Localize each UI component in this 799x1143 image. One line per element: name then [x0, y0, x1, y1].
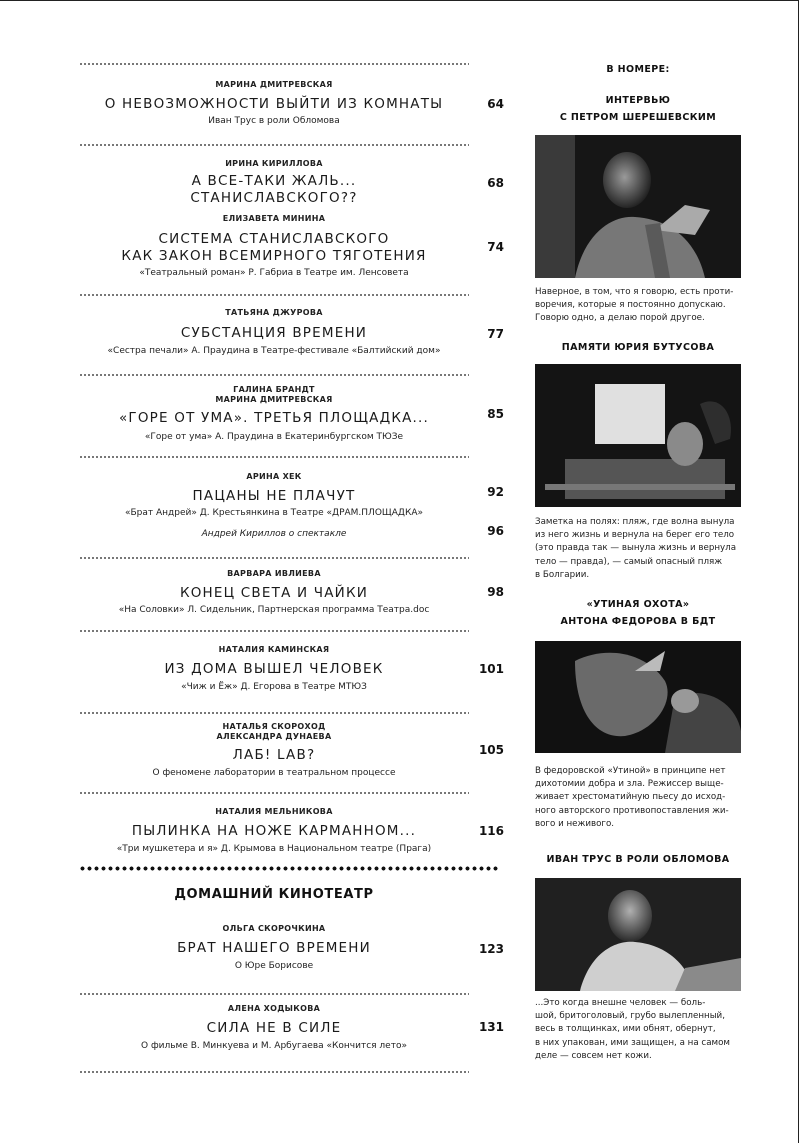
sidebar-caption [535, 997, 743, 1063]
entry-subtitle: «Чиж и Ёж» Д. Егорова в Театре МТЮЗ [181, 682, 367, 692]
entry-author: ОЛЬГА СКОРОЧКИНА [222, 924, 326, 933]
entry-title: КОНЕЦ СВЕТА И ЧАЙКИ [179, 585, 369, 601]
sidebar-caption [535, 516, 743, 582]
stage-photo-image [535, 878, 741, 991]
entry-author: ТАТЬЯНА ДЖУРОВА [225, 308, 323, 317]
caption-line: Заметка на полях: пляж, где волна вынула [535, 517, 735, 527]
page-number: 131 [478, 1020, 504, 1034]
entry-title: СИСТЕМА СТАНИСЛАВСКОГО [158, 231, 390, 247]
caption-line: весь в толщинках, ими обнят, обернут, [535, 1024, 716, 1035]
portrait-photo-image [535, 135, 741, 278]
caption-line: шой, бритоголовый, грубо вылепленный, [535, 1011, 725, 1022]
entry-title: «ГОРЕ ОТ УМА». ТРЕТЬЯ ПЛОЩАДКА... [118, 410, 430, 426]
portrait-photo [535, 364, 741, 507]
caption-line: (это правда так — вынула жизнь и вернула [535, 543, 737, 554]
stage-photo [535, 641, 741, 753]
entry-author: АЛЕКСАНДРА ДУНАЕВА [216, 732, 332, 741]
caption-line: деле — совсем нет кожи. [535, 1050, 652, 1061]
dotted-divider [79, 63, 469, 65]
caption-line: воречия, которые я постоянно допускаю. [535, 300, 726, 311]
entry-author: ЕЛИЗАВЕТА МИНИНА [222, 214, 326, 223]
caption-line: в них упакован, ими защищен, а на самом [535, 1037, 730, 1048]
entry-subtitle: О Юре Борисове [234, 961, 314, 971]
dotted-divider [79, 993, 469, 995]
entry-title: СТАНИСЛАВСКОГО?? [190, 190, 358, 206]
page-number: 96 [487, 524, 504, 538]
entry-author: АРИНА ХЕК [246, 472, 302, 481]
entry-title: ЛАБ! LAB? [232, 747, 316, 763]
sidebar-heading: «УТИНАЯ ОХОТА» [586, 599, 690, 610]
caption-line: Наверное, в том, что я говорю, есть проти- [535, 287, 734, 297]
sidebar-heading: ИВАН ТРУС В РОЛИ ОБЛОМОВА [546, 854, 730, 865]
dotted-divider [79, 456, 469, 458]
sidebar-header: В НОМЕРЕ: [606, 64, 670, 75]
caption-line: Говорю одно, а делаю порой другое. [535, 313, 705, 324]
entry-author: МАРИНА ДМИТРЕВСКАЯ [215, 395, 333, 404]
entry-author: НАТАЛИЯ КАМИНСКАЯ [218, 645, 330, 654]
portrait-photo-image [535, 364, 741, 507]
entry-subtitle: О фильме В. Минкуева и М. Арбугаева «Кончится лето» [141, 1041, 407, 1051]
entry-subtitle: «Три мушкетера и я» Д. Крымова в Национальном театре (Прага) [116, 844, 432, 854]
page-number: 123 [478, 942, 504, 956]
caption-line: В федоровской «Утиной» в принципе нет [535, 766, 726, 776]
sidebar-heading: ИНТЕРВЬЮ [605, 95, 671, 106]
entry-author: ВАРВАРА ИВЛИЕВА [227, 569, 321, 578]
sidebar-heading: АНТОНА ФЕДОРОВА В БДТ [560, 616, 716, 627]
dotted-divider [79, 1071, 469, 1073]
top-border [0, 0, 799, 1]
page-number: 74 [487, 240, 504, 254]
entry-note: Андрей Кириллов о спектакле [201, 529, 347, 539]
dotted-divider [79, 294, 469, 296]
entry-subtitle: О феномене лаборатории в театральном процессе [152, 768, 396, 778]
dotted-divider [79, 712, 469, 714]
dotted-divider [79, 557, 469, 559]
entry-subtitle: «Театральный роман» Р. Габриа в Театре им. Ленсовета [139, 268, 409, 278]
caption-line: тело — правда), — самый опасный пляж [535, 556, 723, 567]
caption-line: в Болгарии. [535, 569, 590, 580]
page-number: 116 [478, 824, 504, 838]
page-number: 98 [487, 585, 504, 599]
portrait-photo [535, 135, 741, 278]
entry-subtitle: Иван Трус в роли Обломова [208, 116, 340, 126]
page-number: 68 [487, 176, 504, 190]
section-divider [79, 866, 499, 871]
stage-photo [535, 878, 741, 991]
page-number: 64 [487, 97, 504, 111]
entry-title: КАК ЗАКОН ВСЕМИРНОГО ТЯГОТЕНИЯ [121, 248, 427, 264]
entry-title: СИЛА НЕ В СИЛЕ [206, 1020, 342, 1036]
section-title: ДОМАШНИЙ КИНОТЕАТР [174, 887, 374, 902]
sidebar-caption [535, 286, 743, 326]
caption-line: живает хрестоматийную пьесу до исход- [535, 792, 726, 803]
caption-line: дихотомии добра и зла. Режиссер выще- [535, 779, 724, 790]
entry-title: ПЫЛИНКА НА НОЖЕ КАРМАННОМ... [131, 823, 417, 839]
entry-title: А ВСЕ-ТАКИ ЖАЛЬ... [191, 173, 357, 189]
page-number: 105 [478, 743, 504, 757]
caption-line: из него жизнь и вернула на берег его тело [535, 530, 735, 541]
page-number: 92 [487, 485, 504, 499]
entry-subtitle: «Брат Андрей» Д. Крестьянкина в Театре «ДРАМ.ПЛОЩАДКА» [125, 508, 423, 518]
caption-line: ного авторского противопоставления жи- [535, 805, 729, 816]
entry-title: ПАЦАНЫ НЕ ПЛАЧУТ [192, 488, 356, 504]
entry-subtitle: «Сестра печали» А. Праудина в Театре-фестивале «Балтийский дом» [107, 346, 441, 356]
entry-title: О НЕВОЗМОЖНОСТИ ВЫЙТИ ИЗ КОМНАТЫ [104, 96, 444, 112]
entry-title: СУБСТАНЦИЯ ВРЕМЕНИ [180, 325, 368, 341]
page-number: 101 [478, 662, 504, 676]
entry-author: АЛЕНА ХОДЫКОВА [227, 1004, 321, 1013]
entry-title: ИЗ ДОМА ВЫШЕЛ ЧЕЛОВЕК [164, 661, 384, 677]
entry-title: БРАТ НАШЕГО ВРЕМЕНИ [177, 940, 371, 956]
sidebar-caption [535, 765, 743, 831]
entry-subtitle: «Горе от ума» А. Праудина в Екатеринбургском ТЮЗе [144, 432, 404, 442]
page-number: 85 [487, 407, 504, 421]
entry-author: НАТАЛИЯ МЕЛЬНИКОВА [215, 807, 333, 816]
sidebar-heading: С ПЕТРОМ ШЕРЕШЕВСКИМ [559, 112, 717, 123]
entry-author: НАТАЛЬЯ СКОРОХОД [222, 722, 326, 731]
dotted-divider [79, 144, 469, 146]
page-number: 77 [487, 327, 504, 341]
entry-author: ИРИНА КИРИЛЛОВА [225, 159, 323, 168]
dotted-divider [79, 792, 469, 794]
entry-subtitle: «На Соловки» Л. Сидельник, Партнерская программа Театра.doc [118, 605, 430, 615]
stage-photo-image [535, 641, 741, 753]
sidebar-heading: ПАМЯТИ ЮРИЯ БУТУСОВА [561, 342, 715, 353]
dotted-divider [79, 630, 469, 632]
entry-author: МАРИНА ДМИТРЕВСКАЯ [215, 80, 333, 89]
caption-line: ...Это когда внешне человек — боль- [535, 998, 706, 1008]
entry-author: ГАЛИНА БРАНДТ [233, 385, 315, 394]
caption-line: вого и неживого. [535, 818, 615, 829]
dotted-divider [79, 374, 469, 376]
